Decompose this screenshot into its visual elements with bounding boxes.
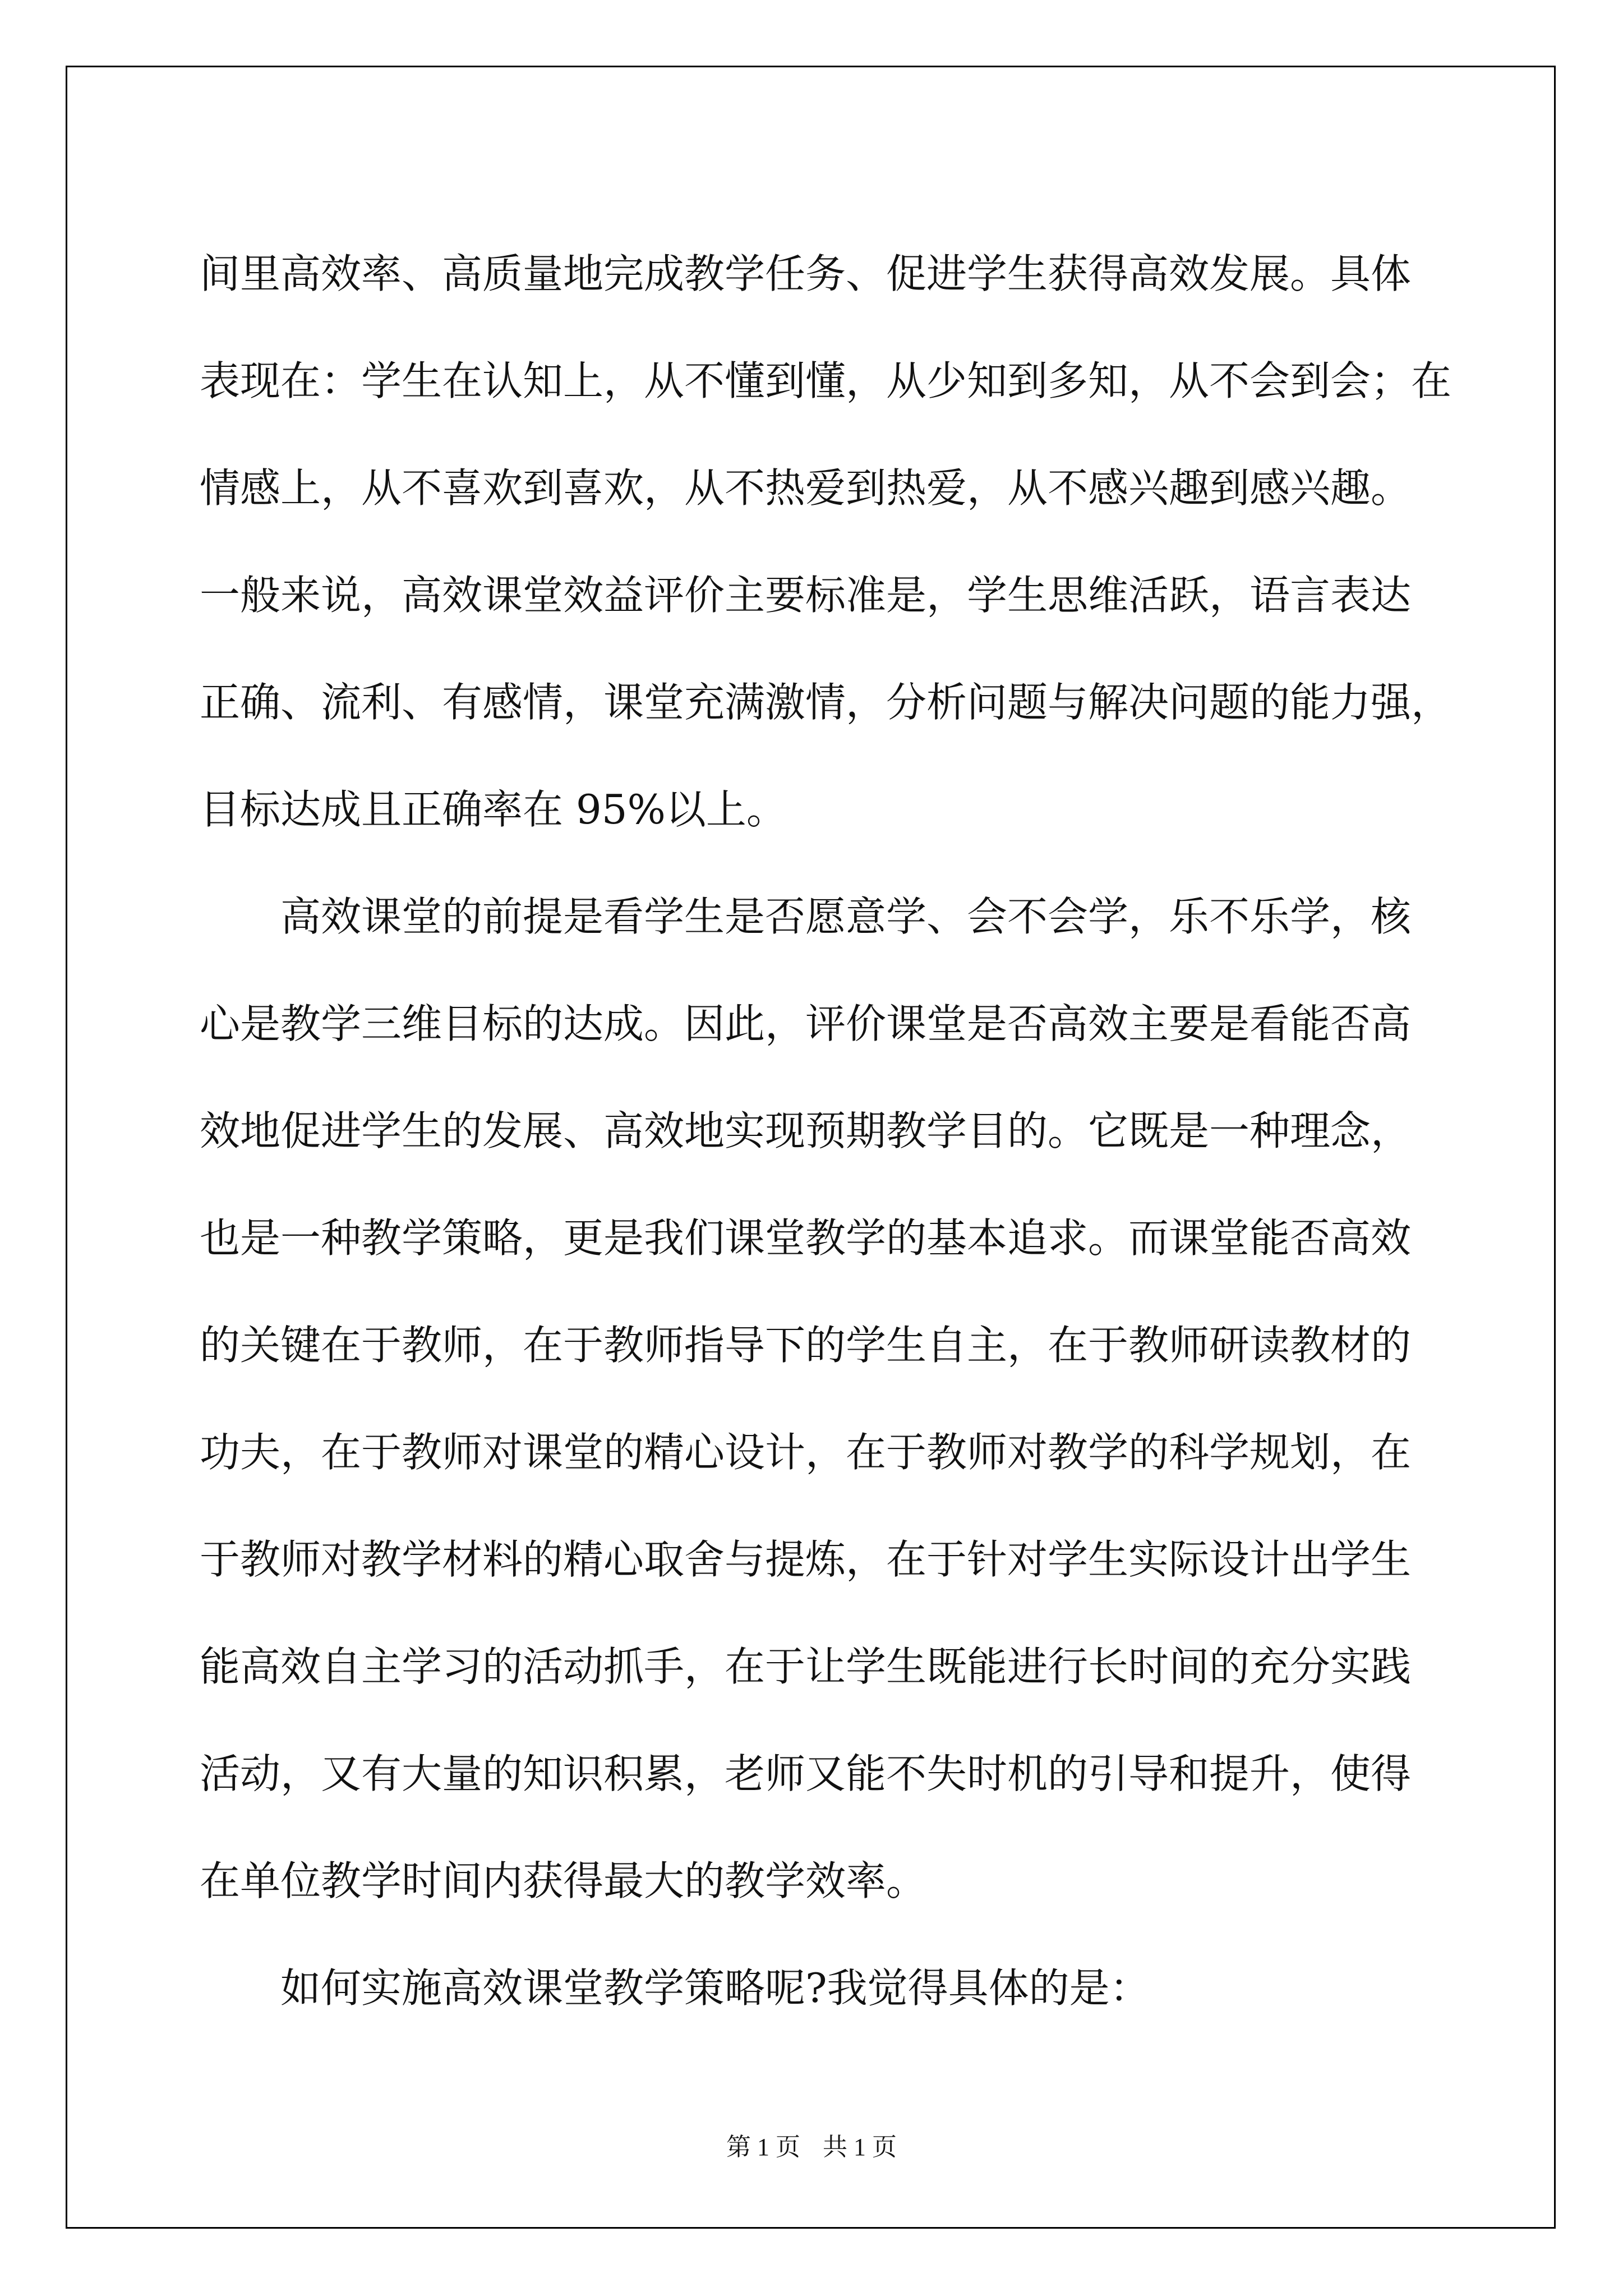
paragraph-2-line-4: 也是一种教学策略，更是我们课堂教学的基本追求。而课堂能否高效 xyxy=(200,1214,1412,1262)
paragraph-2-line-7: 于教师对教学材料的精心取舍与提炼，在于针对学生实际设计出学生 xyxy=(200,1536,1412,1583)
paragraph-2-line-1: 高效课堂的前提是看学生是否愿意学、会不会学，乐不乐学，核 xyxy=(280,893,1412,940)
page-number: 第 1 页 xyxy=(726,2133,800,2161)
document-body xyxy=(200,220,1450,2042)
paragraph-1-line-3: 情感上，从不喜欢到喜欢，从不热爱到热爱，从不感兴趣到感兴趣。 xyxy=(200,464,1412,512)
paragraph-2-line-9: 活动，又有大量的知识积累，老师又能不失时机的引导和提升，使得 xyxy=(200,1750,1412,1797)
paragraph-2-line-3: 效地促进学生的发展、高效地实现预期教学目的。它既是一种理念， xyxy=(200,1107,1412,1154)
paragraph-1-line-1: 间里高效率、高质量地完成教学任务、促进学生获得高效发展。具体 xyxy=(200,250,1412,297)
paragraph-1-line-2: 表现在：学生在认知上，从不懂到懂，从少知到多知，从不会到会；在 xyxy=(200,357,1452,404)
paragraph-2-line-5: 的关键在于教师，在于教师指导下的学生自主，在于教师研读教材的 xyxy=(200,1322,1412,1369)
paragraph-2-line-6: 功夫，在于教师对课堂的精心设计，在于教师对教学的科学规划，在 xyxy=(200,1429,1412,1476)
paragraph-1-line-6: 目标达成且正确率在 95%以上。 xyxy=(200,786,787,833)
paragraph-2-line-2: 心是教学三维目标的达成。因此，评价课堂是否高效主要是看能否高 xyxy=(200,1000,1412,1047)
paragraph-2-line-10: 在单位教学时间内获得最大的教学效率。 xyxy=(200,1857,927,1904)
paragraph-1-line-4: 一般来说，高效课堂效益评价主要标准是，学生思维活跃，语言表达 xyxy=(200,572,1412,619)
paragraph-3-line-1: 如何实施高效课堂教学策略呢?我觉得具体的是： xyxy=(280,1964,1150,2012)
page-footer xyxy=(0,2131,1623,2164)
paragraph-2-line-8: 能高效自主学习的活动抓手，在于让学生既能进行长时间的充分实践 xyxy=(200,1643,1412,1690)
paragraph-1-line-5: 正确、流利、有感情，课堂充满激情，分析问题与解决问题的能力强， xyxy=(200,679,1452,726)
page-total: 共 1 页 xyxy=(823,2133,897,2161)
